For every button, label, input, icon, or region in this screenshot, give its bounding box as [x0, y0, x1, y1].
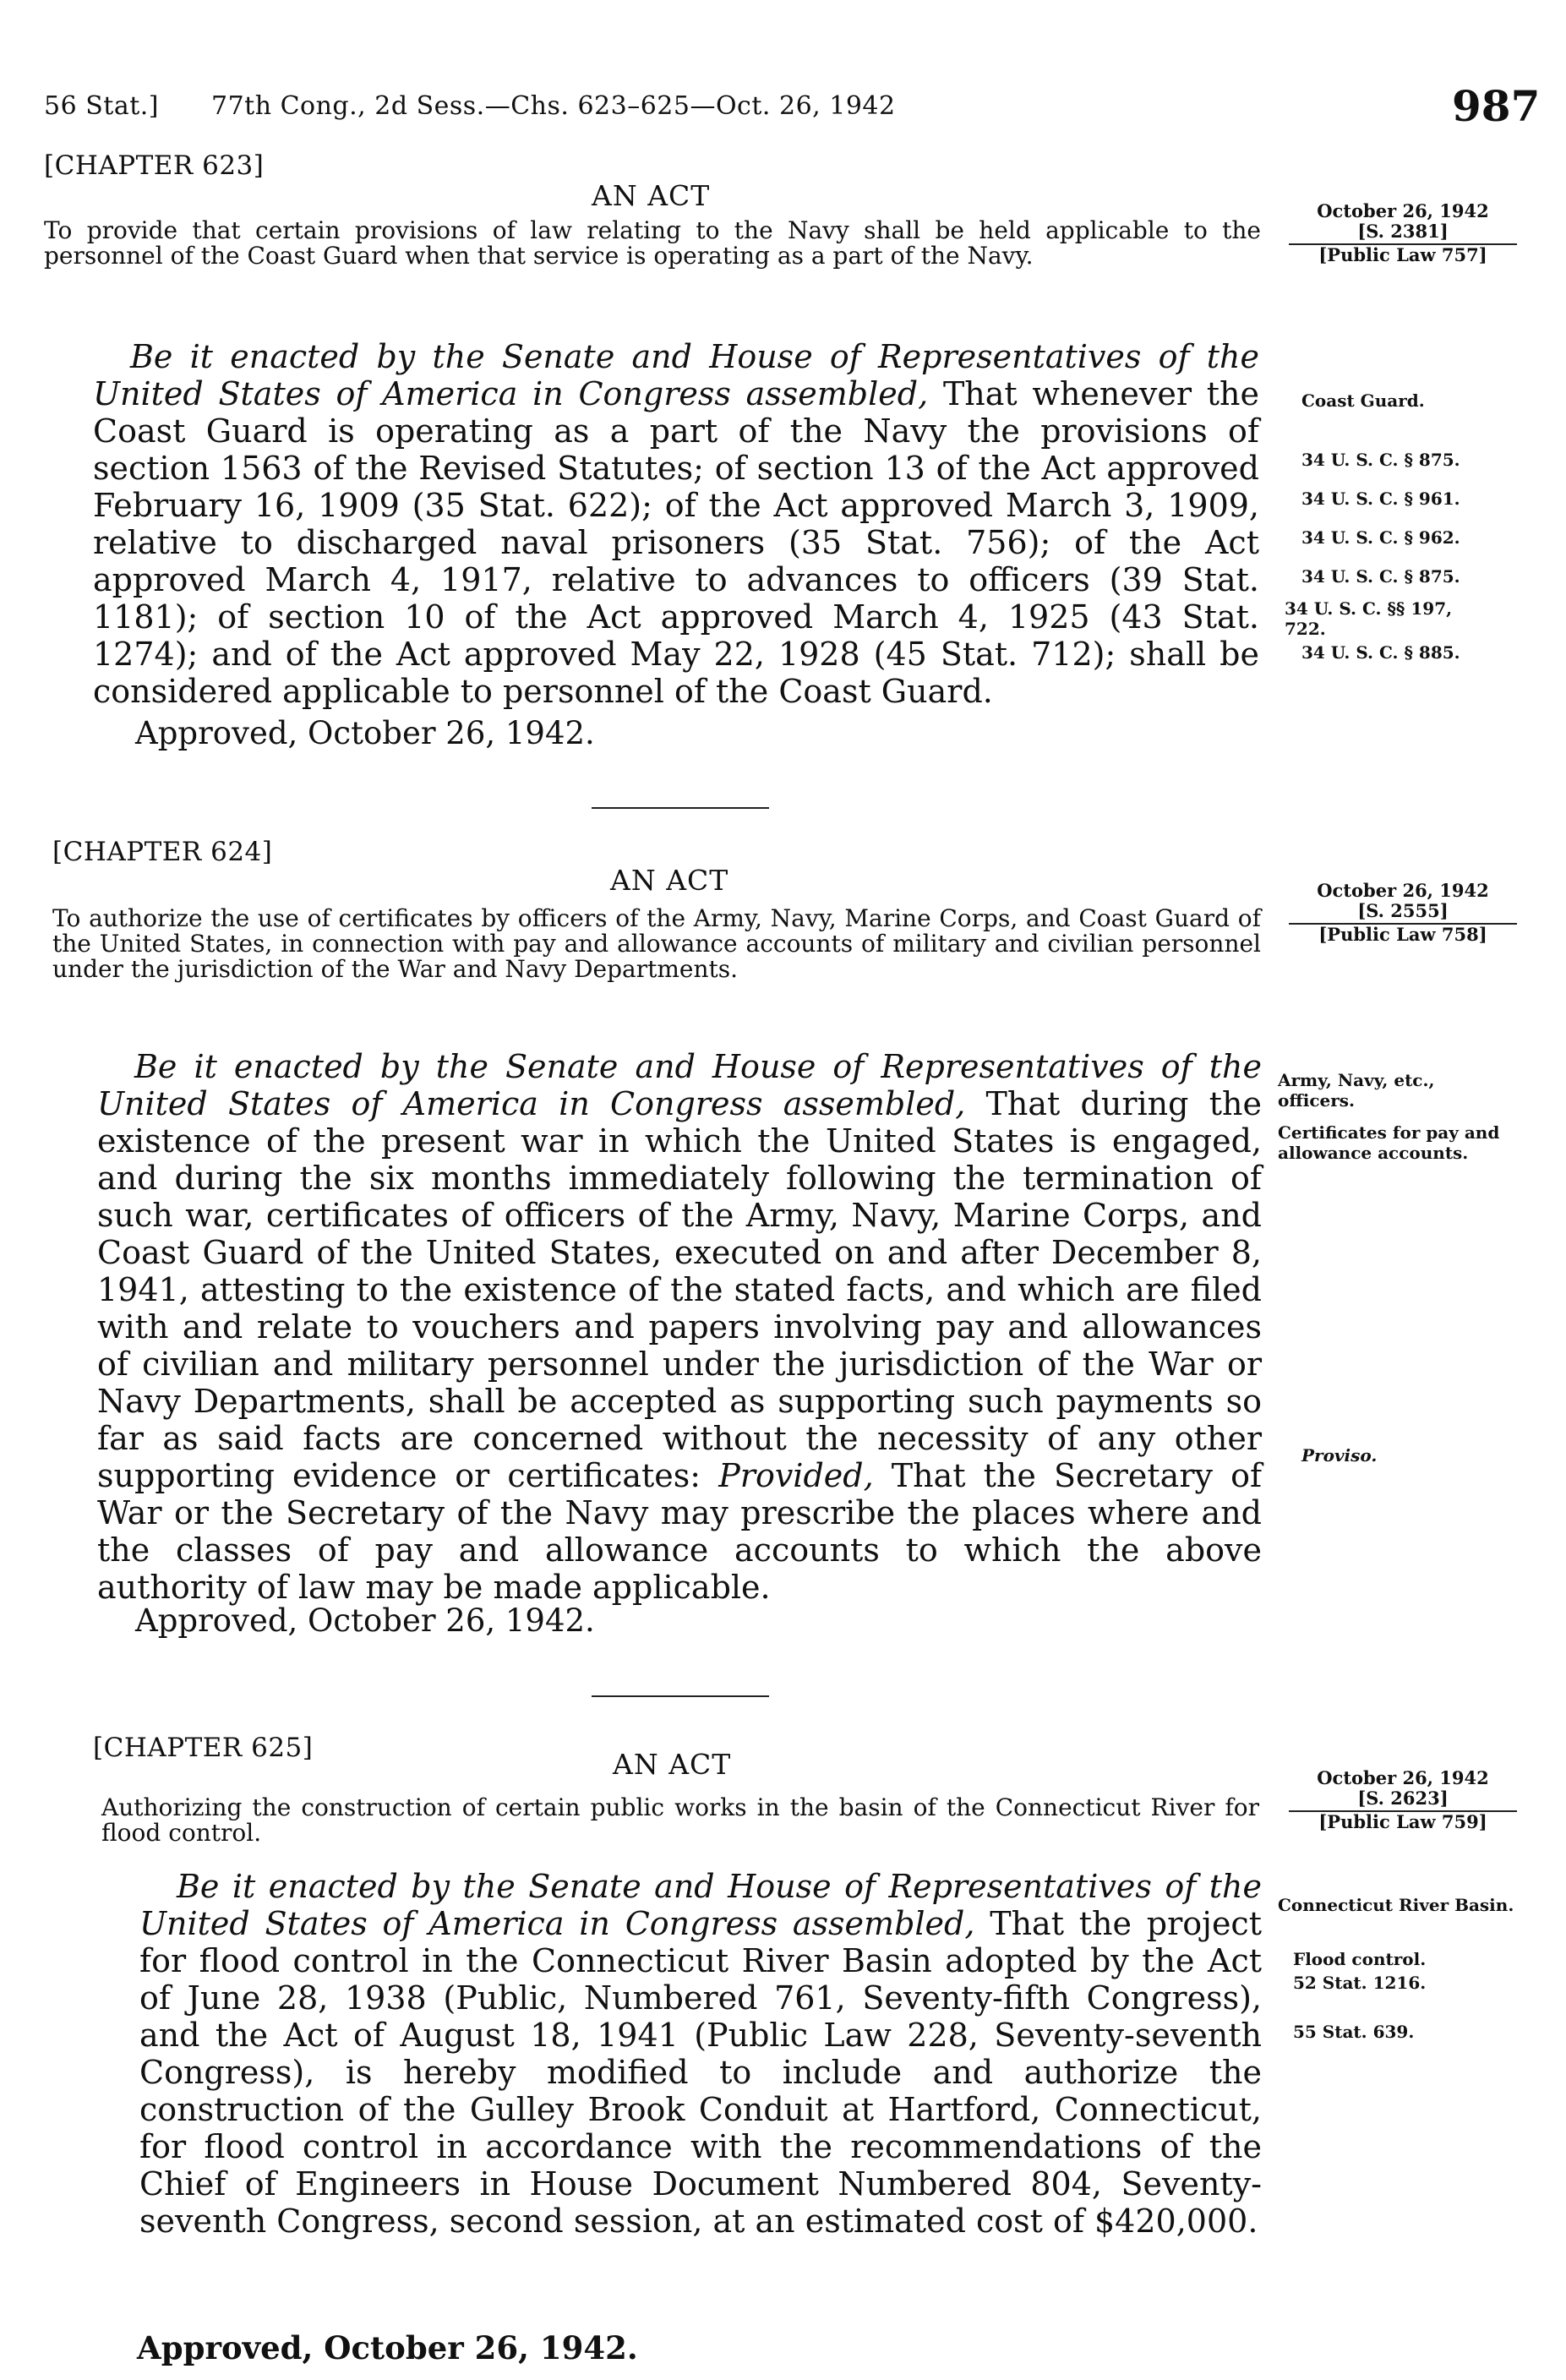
chapter-625-text [139, 1868, 1262, 2240]
chapter-623-title: To provide that certain provisions of law relating to the Navy shall be held applicable to the personnel of the Coast Guard when that service is operating as a part of the Navy. [44, 216, 1261, 270]
chapter-623-text [93, 338, 1259, 710]
margin-note: 34 U. S. C. § 885. [1301, 642, 1460, 663]
margin-note: 34 U. S. C. § 961. [1301, 489, 1460, 509]
enacting-clause: Be it enacted by the Senate and House of Representatives of the United States of America in Congress assembled, [139, 1868, 1262, 1942]
margin-public-law: [Public Law 759] [1318, 1811, 1487, 1832]
chapter-624-an-act: AN ACT [610, 864, 729, 897]
chapter-624-title: To authorize the use of certificates by officers of the Army, Navy, Marine Corps, and Coast Guard of the United States, in connection with pay and allowance accounts of military and civilian personnel under the jurisdiction of the War and Navy Departments. [52, 904, 1261, 983]
chapter-623-margin-header [1289, 201, 1517, 265]
margin-bill: [S. 2381] [1289, 221, 1517, 245]
stat-reference: 56 Stat.] [44, 91, 159, 121]
margin-note-proviso: Proviso. [1301, 1445, 1378, 1466]
chapter-625-an-act: AN ACT [613, 1748, 732, 1781]
margin-date: October 26, 1942 [1317, 1767, 1489, 1788]
chapter-624-proviso: That the Secretary of War or the Secretary of the Navy may prescribe the places where and the classes of pay and allowance accounts to which the above authority of law may be made applicable. [97, 1457, 1263, 1606]
chapter-623-an-act: AN ACT [592, 179, 711, 212]
chapter-624-text [97, 1048, 1262, 1606]
chapter-624-margin-header [1289, 881, 1517, 945]
chapter-623-approved: Approved, October 26, 1942. [135, 715, 595, 751]
session-header: 77th Cong., 2d Sess.—Chs. 623–625—Oct. 26, 1942 [211, 91, 896, 121]
margin-note: Army, Navy, etc., officers. [1278, 1070, 1435, 1111]
section-divider [592, 807, 769, 809]
chapter-623-label: [CHAPTER 623] [44, 150, 265, 181]
margin-note: Certificates for pay and allowance accounts. [1278, 1122, 1500, 1163]
margin-note: Flood control. [1293, 1949, 1427, 1969]
page-number: 987 [1452, 81, 1541, 131]
chapter-625-approved: Approved, October 26, 1942. [137, 2329, 638, 2366]
margin-public-law: [Public Law 757] [1318, 244, 1487, 265]
margin-note: 34 U. S. C. § 962. [1301, 527, 1460, 548]
chapter-623-body: That whenever the Coast Guard is operating as a part of the Navy the provisions of section 1563 of the Revised Statutes; of section 13 of the Act approved February 16, 1909 (35 Stat. 622); of the Act approved March 3, 1909, relative to discharged naval prisoners (35 Stat. 756); of the Act approved March 4, 1917, relative to advances to officers (39 Stat. 1181); of section 10 of the Act approved March 4, 1925 (43 Stat. 1274); and of the Act approved May 22, 1928 (45 Stat. 712); shall be considered applicable to personnel of the Coast Guard. [93, 375, 1259, 710]
enacting-clause: Be it enacted by the Senate and House of Representatives of the United States of America in Congress assembled, [93, 338, 1259, 412]
margin-note: 34 U. S. C. § 875. [1301, 566, 1460, 587]
margin-note: 52 Stat. 1216. [1293, 1973, 1427, 1993]
chapter-625-margin-header [1289, 1768, 1517, 1832]
margin-bill: [S. 2555] [1289, 901, 1517, 925]
margin-note: 34 U. S. C. § 875. [1301, 450, 1460, 470]
chapter-624-approved: Approved, October 26, 1942. [135, 1602, 595, 1639]
margin-note: 55 Stat. 639. [1293, 2022, 1415, 2042]
chapter-625-label: [CHAPTER 625] [93, 1733, 314, 1763]
chapter-624-label: [CHAPTER 624] [52, 837, 273, 867]
margin-note: Coast Guard. [1301, 390, 1425, 411]
margin-public-law: [Public Law 758] [1318, 924, 1487, 945]
chapter-625-title: Authorizing the construction of certain public works in the basin of the Connecticut River for flood control. [101, 1793, 1259, 1847]
margin-date: October 26, 1942 [1317, 200, 1489, 221]
section-divider [592, 1695, 769, 1697]
chapter-625-body: That the project for flood control in the Connecticut River Basin adopted by the Act of June 28, 1938 (Public, Numbered 761, Seventy-fifth Congress), and the Act of August 18, 1941 (Public Law 228, Seventy-seventh Congress), is hereby modified to include and authorize the construction of the Gulley Brook Conduit at Hartford, Connecticut, for flood control in accordance with the recommendations of the Chief of Engineers in House Document Numbered 804, Seventy-seventh Congress, second session, at an estimated cost of $420,000. [139, 1905, 1262, 2240]
margin-note: 34 U. S. C. §§ 197, 722. [1285, 598, 1453, 639]
margin-date: October 26, 1942 [1317, 880, 1489, 901]
proviso-word: Provided, [718, 1457, 874, 1494]
chapter-624-body: That during the existence of the present war in which the United States is engaged, and during the six months immediately following the termination of such war, certificates of officers of the Army, Navy, Marine Corps, and Coast Guard of the United States, executed on and after December 8, 1941, attesting to the existence of the stated facts, and which are filed with and relate to vouchers and papers involving pay and allowances of civilian and military personnel under the jurisdiction of the War or Navy Departments, shall be accepted as supporting such payments so far as said facts are concerned without the necessity of any other supporting evidence or certificates: [97, 1085, 1262, 1494]
margin-bill: [S. 2623] [1289, 1788, 1517, 1812]
enacting-clause: Be it enacted by the Senate and House of Representatives of the United States of America in Congress assembled, [97, 1048, 1262, 1122]
margin-note: Connecticut River Basin. [1278, 1895, 1514, 1915]
